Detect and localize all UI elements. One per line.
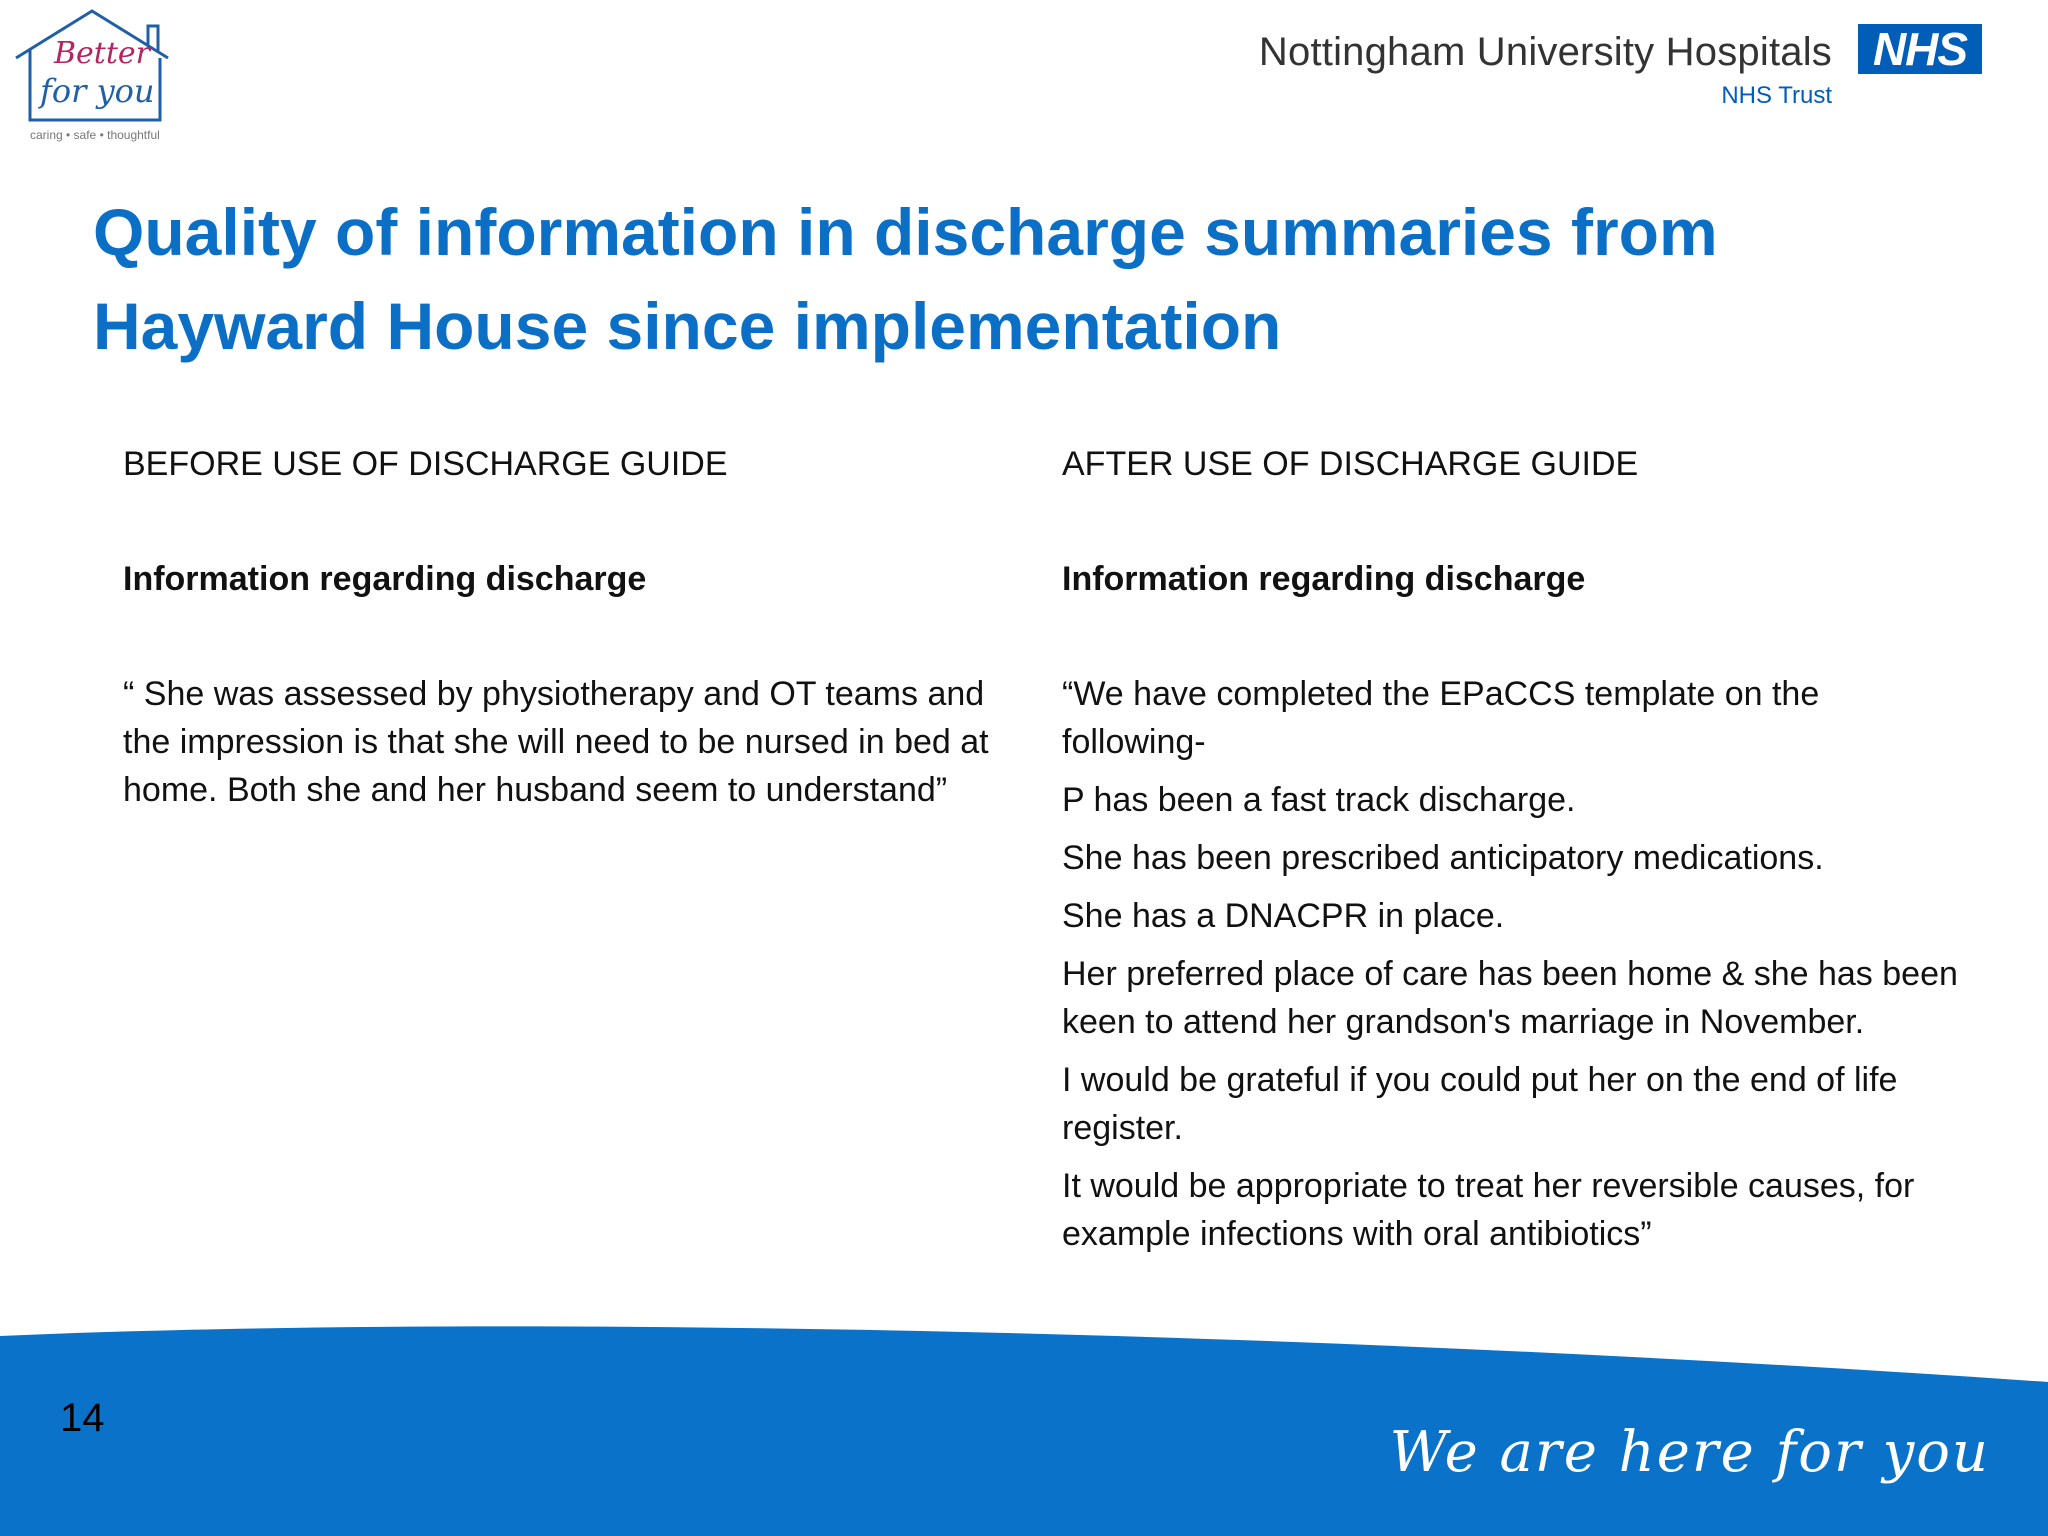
after-column <box>1062 440 1962 1268</box>
before-quote <box>123 670 1003 814</box>
nhs-logo-badge: NHS <box>1858 24 1982 74</box>
before-paragraph: “ She was assessed by physiotherapy and OT teams and the impression is that she will need to be nursed in bed at home. Both she and her husband seem to understand” <box>123 675 989 809</box>
organisation-name: Nottingham University Hospitals <box>1258 30 1832 74</box>
after-quote <box>1062 670 1962 1258</box>
better-for-you-logo <box>10 8 175 143</box>
after-paragraph: Her preferred place of care has been home & she has been keen to attend her grandson's marriage in November. <box>1062 955 1958 1041</box>
page-number: 14 <box>60 1396 105 1440</box>
logo-tagline: caring • safe • thoughtful <box>30 128 160 142</box>
after-subheading: Information regarding discharge <box>1062 560 1586 598</box>
logo-text-for-you: for you <box>40 72 155 110</box>
slide-title: Quality of information in discharge summaries from Hayward House since implementation <box>93 195 1718 363</box>
after-paragraph: I would be grateful if you could put her on the end of life register. <box>1062 1061 1898 1147</box>
after-paragraph: It would be appropriate to treat her reversible causes, for example infections with oral antibiotics” <box>1062 1167 1915 1253</box>
footer-tagline: We are here for you <box>1389 1420 1990 1485</box>
after-paragraph: She has a DNACPR in place. <box>1062 897 1505 935</box>
nhs-header <box>1082 22 1982 122</box>
logo-text-better: Better <box>54 36 151 71</box>
before-subheading: Information regarding discharge <box>123 560 647 598</box>
nhs-trust-label: NHS Trust <box>1721 82 1832 109</box>
after-paragraph: “We have completed the EPaCCS template on the following- <box>1062 675 1820 761</box>
before-heading: BEFORE USE OF DISCHARGE GUIDE <box>123 445 728 483</box>
before-column <box>123 440 1003 824</box>
after-paragraph: P has been a fast track discharge. <box>1062 781 1576 819</box>
after-paragraph: She has been prescribed anticipatory medications. <box>1062 839 1824 877</box>
after-heading: AFTER USE OF DISCHARGE GUIDE <box>1062 445 1639 483</box>
